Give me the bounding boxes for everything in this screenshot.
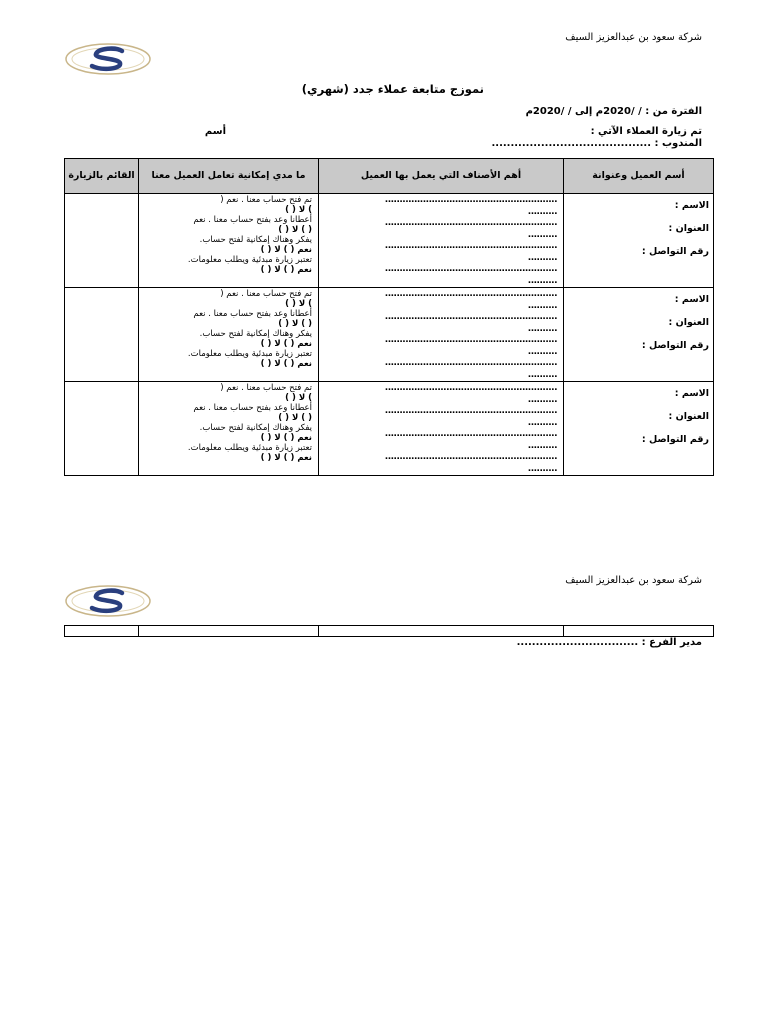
dotted-line: ..........	[527, 229, 557, 240]
visitor-cell[interactable]	[65, 382, 139, 476]
categories-cell[interactable]	[319, 194, 564, 288]
table-row	[65, 288, 714, 382]
dotted-line: ...........................................................	[384, 429, 557, 439]
company-name: شركة سعود بن عبدالعزيز السيف	[565, 32, 702, 43]
possibility-cell[interactable]	[139, 382, 319, 476]
option-line: يفكر وهناك إمكانية لفتح حساب.	[199, 329, 312, 339]
dotted-line: ..........	[527, 394, 557, 405]
possibility-cell[interactable]	[139, 288, 319, 382]
visitor-cell[interactable]	[65, 194, 139, 288]
dotted-line: ...........................................................	[384, 452, 557, 462]
company-logo	[64, 42, 152, 76]
dotted-line: ...........................................................	[384, 383, 557, 393]
client-info-cell	[564, 288, 714, 382]
dotted-line: ...........................................................	[384, 335, 557, 345]
option-line: ) لا ( )	[285, 205, 312, 215]
client-info-label: الاسم :	[674, 388, 709, 399]
form-title: نموزج متابعة عملاء جدد (شهري)	[301, 82, 484, 96]
client-info-label: رقم التواصل :	[641, 434, 709, 445]
option-line: يفكر وهناك إمكانية لفتح حساب.	[199, 423, 312, 433]
option-line: ( ) لا ( )	[278, 319, 312, 329]
dotted-line: ...........................................................	[384, 218, 557, 228]
clients-table	[64, 158, 714, 476]
categories-cell[interactable]	[319, 288, 564, 382]
option-line: تم فتح حساب معنا . نعم (	[220, 195, 312, 205]
header-categories: أهم الأصناف التي يعمل بها العميل	[319, 159, 564, 194]
dotted-line: ..........	[527, 440, 557, 451]
client-info-label: العنوان :	[668, 411, 709, 422]
dotted-line: ...........................................................	[384, 289, 557, 299]
option-line: نعم ( ) لا ( )	[260, 339, 312, 349]
option-line: تعتبر زيارة مبدئية ويطلب معلومات.	[187, 443, 312, 453]
dotted-line: ..........	[527, 275, 557, 286]
client-info-label: العنوان :	[668, 317, 709, 328]
dotted-line: ..........	[527, 323, 557, 334]
option-line: ( ) لا ( )	[278, 413, 312, 423]
option-line: تم فتح حساب معنا . نعم (	[220, 383, 312, 393]
client-info-label: رقم التواصل :	[641, 246, 709, 257]
branch-manager-line: مدير الفرع : ................................	[516, 637, 702, 648]
dotted-line: ...........................................................	[384, 358, 557, 368]
visited-clients-line: تم زيارة العملاء الآتي :	[590, 126, 702, 137]
header-visitor: القائم بالزيارة	[65, 159, 139, 194]
dotted-line: ..........	[527, 369, 557, 380]
option-line: نعم ( ) لا ( )	[260, 245, 312, 255]
page2-company-logo	[64, 584, 152, 618]
dotted-line: ...........................................................	[384, 406, 557, 416]
dotted-line: ..........	[527, 417, 557, 428]
option-line: نعم ( ) لا ( )	[260, 359, 312, 369]
option-line: نعم ( ) لا ( )	[260, 433, 312, 443]
dotted-line: ..........	[527, 463, 557, 474]
client-info-label: الاسم :	[674, 200, 709, 211]
option-line: نعم ( ) لا ( )	[260, 265, 312, 275]
page2-cell	[564, 626, 714, 637]
dotted-line: ..........	[527, 346, 557, 357]
option-line: نعم ( ) لا ( )	[260, 453, 312, 463]
option-line: أعطانا وعد بفتح حساب معنا . نعم	[193, 215, 312, 225]
page2-table-row	[64, 625, 714, 637]
client-info-label: رقم التواصل :	[641, 340, 709, 351]
option-line: ( ) لا ( )	[278, 225, 312, 235]
page2-cell	[139, 626, 319, 637]
header-possibility: ما مدي إمكانية تعامل العميل معنا	[139, 159, 319, 194]
dotted-line: ..........	[527, 300, 557, 311]
header-client: أسم العميل وعنوانة	[564, 159, 714, 194]
page2-company-name: شركة سعود بن عبدالعزيز السيف	[565, 575, 702, 586]
client-info-label: الاسم :	[674, 294, 709, 305]
page2-cell	[65, 626, 139, 637]
option-line: تم فتح حساب معنا . نعم (	[220, 289, 312, 299]
table-row	[65, 194, 714, 288]
option-line: أعطانا وعد بفتح حساب معنا . نعم	[193, 309, 312, 319]
dotted-line: ..........	[527, 252, 557, 263]
option-line: يفكر وهناك إمكانية لفتح حساب.	[199, 235, 312, 245]
client-info-label: العنوان :	[668, 223, 709, 234]
dotted-line: ...........................................................	[384, 312, 557, 322]
dotted-line: ...........................................................	[384, 264, 557, 274]
period-line: الفترة من : / /2020م إلى / /2020م	[525, 106, 702, 117]
visitor-cell[interactable]	[65, 288, 139, 382]
option-line: ) لا ( )	[285, 299, 312, 309]
dotted-line: ...........................................................	[384, 195, 557, 205]
table-row	[65, 382, 714, 476]
option-line: أعطانا وعد بفتح حساب معنا . نعم	[193, 403, 312, 413]
option-line: ) لا ( )	[285, 393, 312, 403]
dotted-line: ...........................................................	[384, 241, 557, 251]
page2-cell	[319, 626, 564, 637]
client-info-cell	[564, 382, 714, 476]
client-info-cell	[564, 194, 714, 288]
option-line: تعتبر زيارة مبدئية ويطلب معلومات.	[187, 349, 312, 359]
dotted-line: ..........	[527, 206, 557, 217]
possibility-cell[interactable]	[139, 194, 319, 288]
name-label: أسم	[204, 126, 226, 137]
representative-line: المندوب : ..........................................	[491, 138, 702, 149]
option-line: تعتبر زيارة مبدئية ويطلب معلومات.	[187, 255, 312, 265]
categories-cell[interactable]	[319, 382, 564, 476]
